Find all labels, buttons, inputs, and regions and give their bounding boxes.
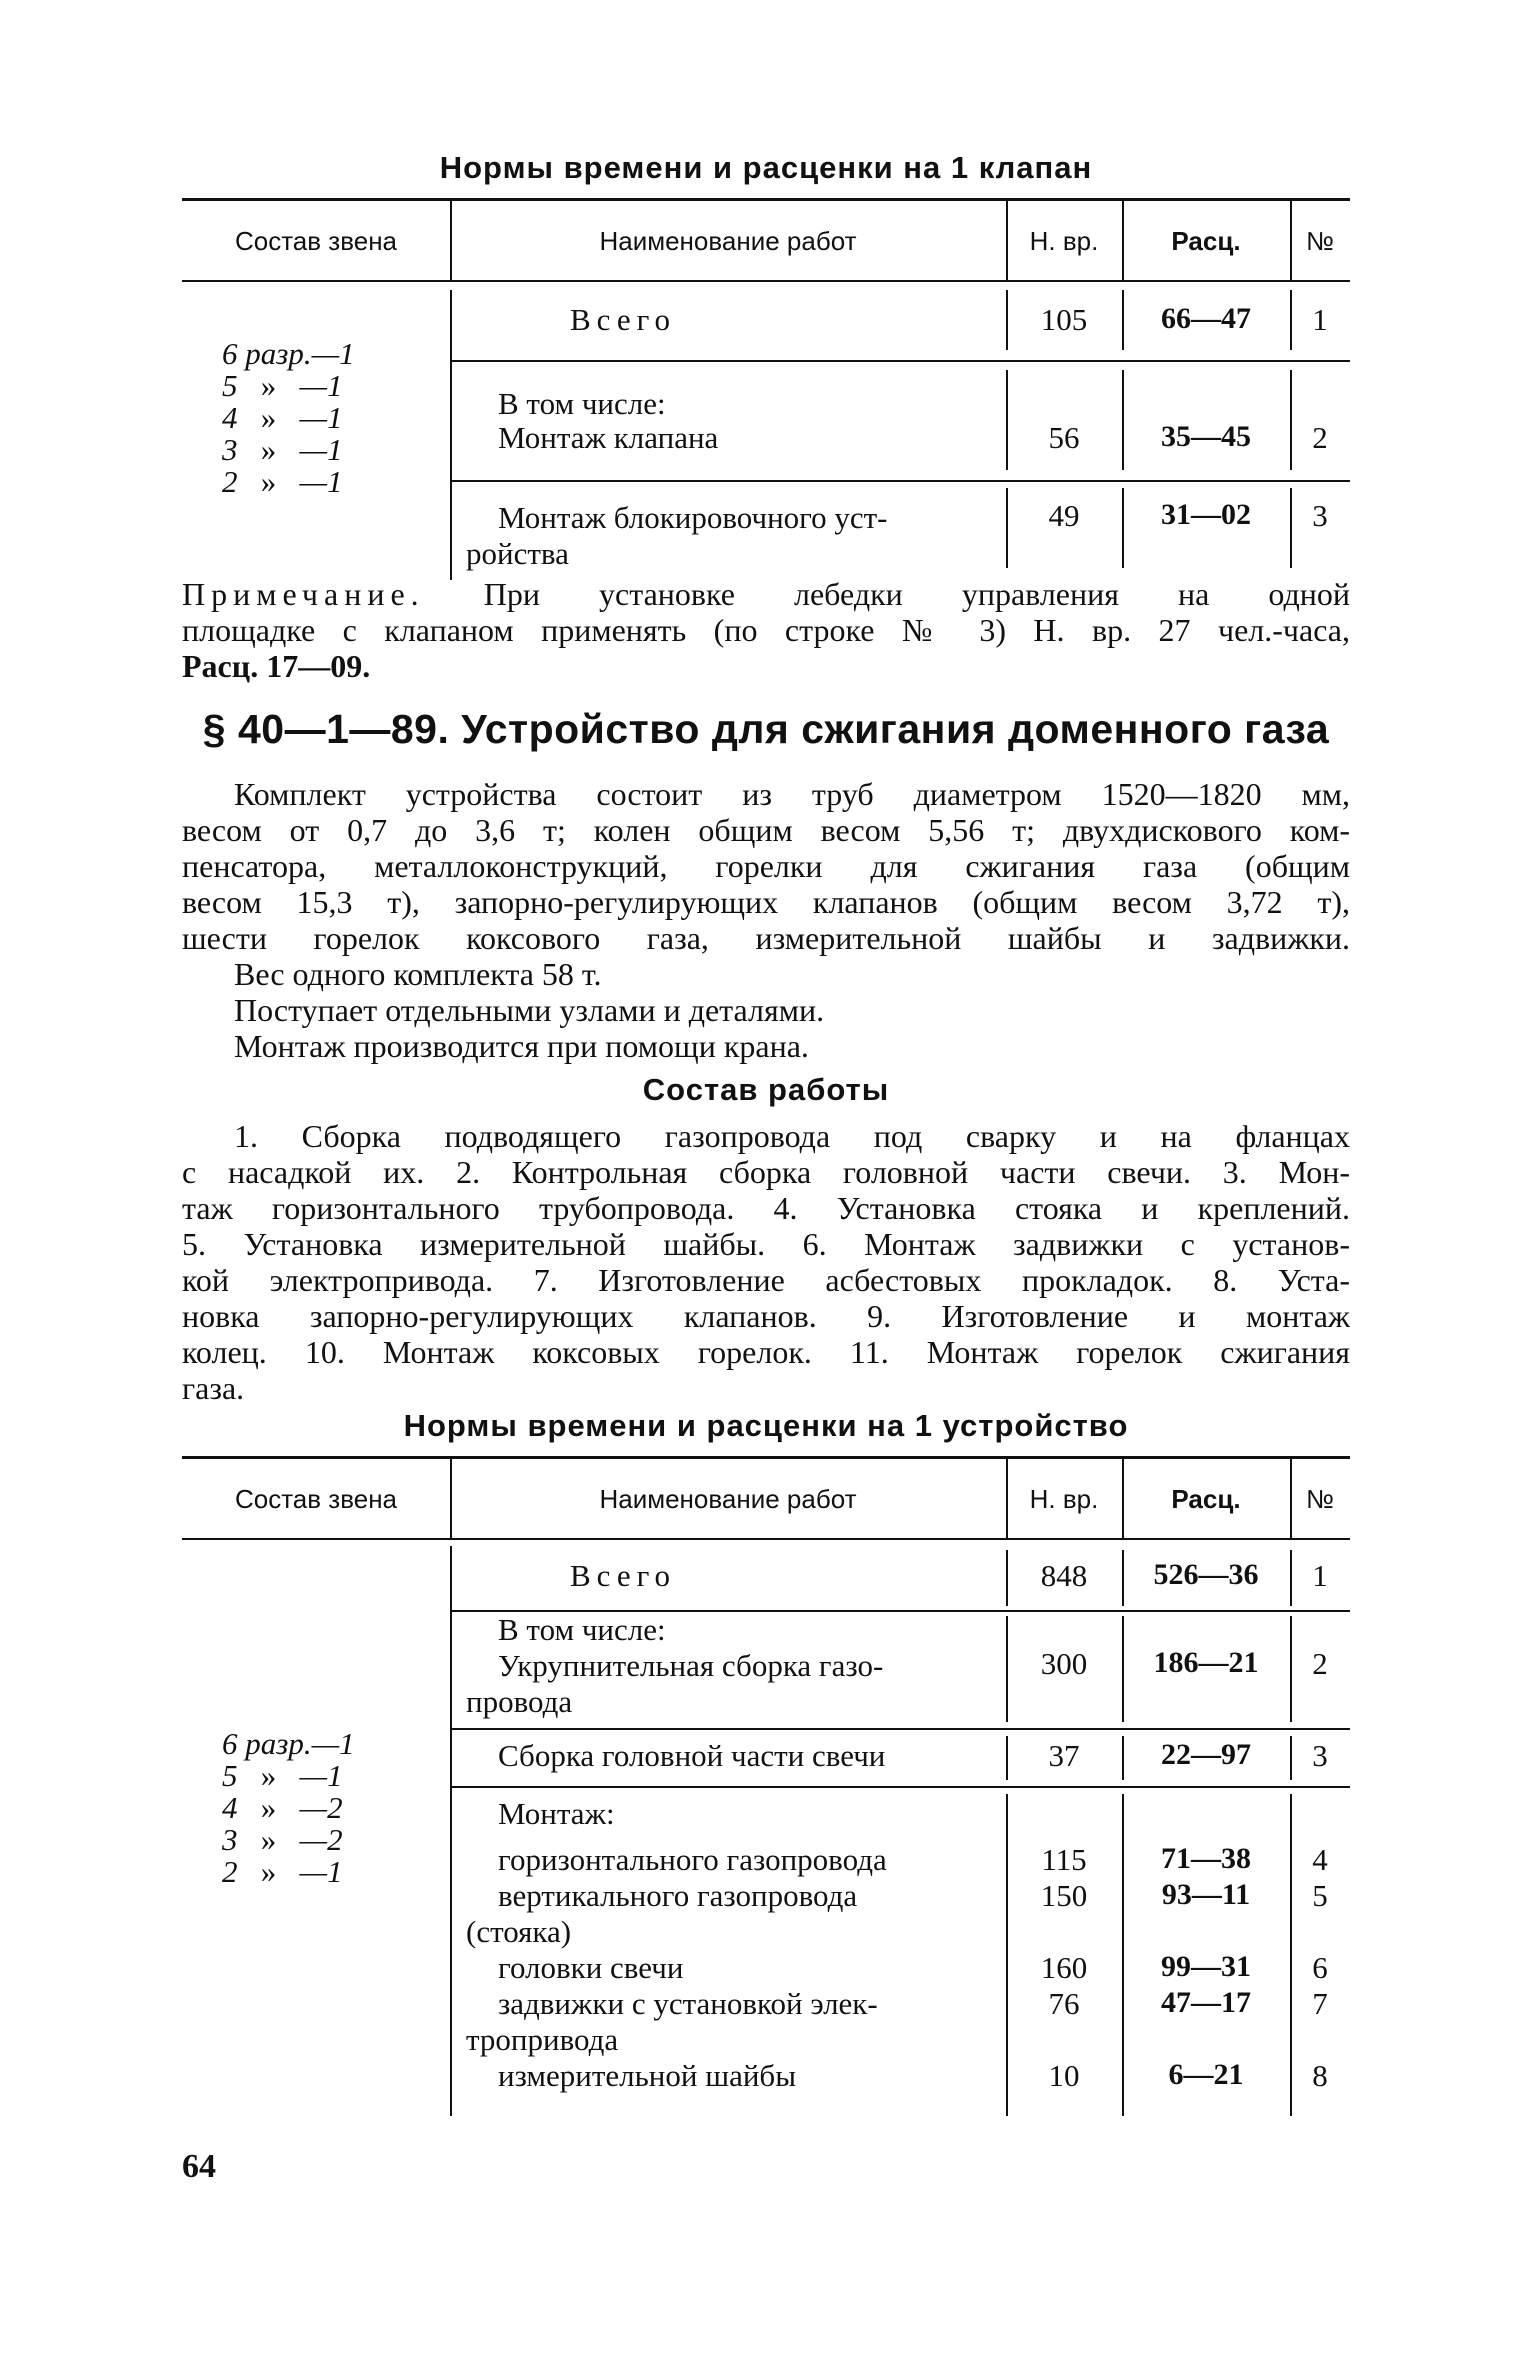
table2-row3-norm: 37 — [1048, 1738, 1080, 1773]
table1-header-crew: Состав звена — [234, 226, 398, 256]
table2-row2-rule — [450, 1728, 1350, 1730]
crew-count: —1 — [311, 1726, 355, 1761]
section-heading: § 40—1—89. Устройство для сжигания доменного газа — [202, 706, 1330, 752]
crew-grade: 2 — [222, 1854, 238, 1889]
table1-row1-no: 1 — [1312, 302, 1328, 337]
crew-count: —1 — [299, 400, 343, 435]
table2-row2-no: 2 — [1312, 1646, 1328, 1681]
crew-count: —1 — [299, 464, 343, 499]
work-line: с насадкой их. 2. Контрольная сборка головной части свечи. 3. Мон- — [182, 1154, 1350, 1190]
work-composition — [182, 1118, 1350, 1406]
crew-line — [222, 338, 442, 370]
table2-row4-prefix: Монтаж: — [498, 1796, 615, 1831]
table2-row7-norm: 76 — [1048, 1986, 1080, 2021]
crew-mark: » — [260, 368, 277, 403]
crew-mark: » — [260, 1790, 277, 1825]
crew-line — [222, 1824, 442, 1856]
table2-header-work: Наименование работ — [599, 1484, 857, 1514]
table2-crew-list — [222, 1728, 442, 1888]
table2-row1-work: Всего — [570, 1558, 677, 1593]
table2-row2-work-cont: провода — [466, 1684, 573, 1719]
table1-row1-work: Всего — [570, 302, 677, 337]
table2-row5-work: вертикального газопровода — [498, 1878, 858, 1913]
table2-row3-rate: 22—97 — [1161, 1738, 1251, 1771]
work-line: кой электропривода. 7. Изготовление асбестовых прокладок. 8. Уста- — [182, 1262, 1350, 1298]
crew-mark: » — [260, 400, 277, 435]
crew-mark: » — [260, 1854, 277, 1889]
table1-header-work: Наименование работ — [599, 226, 857, 256]
table2-row2-rate: 186—21 — [1153, 1646, 1259, 1679]
crew-grade: 3 — [222, 432, 238, 467]
crew-grade: 4 — [222, 1790, 238, 1825]
table1-row2-rate: 35—45 — [1161, 420, 1251, 453]
crew-count: —1 — [299, 432, 343, 467]
table2-row4-work: горизонтального газопровода — [498, 1842, 887, 1877]
crew-line — [222, 466, 442, 498]
table1-row3-norm: 49 — [1048, 498, 1080, 533]
table2-row5-work-cont: (стояка) — [466, 1914, 572, 1949]
table1-row2-prefix: В том числе: — [498, 386, 666, 421]
paragraph-line: шести горелок коксового газа, измерительной шайбы и задвижки. — [182, 920, 1350, 956]
table2-row4-norm: 115 — [1041, 1842, 1087, 1877]
table1-header-norm: Н. вр. — [1029, 226, 1099, 256]
table1-crew-list — [222, 338, 442, 498]
table2-row6-rate: 99—31 — [1161, 1950, 1251, 1983]
table2-row8-rate: 6—21 — [1168, 2058, 1244, 2091]
section-paragraph — [182, 776, 1350, 1064]
weight-line: Вес одного комплекта 58 т. — [234, 956, 602, 992]
crew-mark: » — [260, 1822, 277, 1857]
table1-row3-rate: 31—02 — [1161, 498, 1251, 531]
table2-row2-prefix: В том числе: — [498, 1612, 666, 1647]
table2-row3-work: Сборка головной части свечи — [498, 1738, 886, 1773]
crew-grade: 6 разр. — [222, 336, 312, 371]
table1-title: Нормы времени и расценки на 1 клапан — [439, 150, 1093, 185]
crew-mark: » — [260, 432, 277, 467]
table2-row8-work: измерительной шайбы — [498, 2058, 797, 2093]
table2-row4-rate: 71—38 — [1161, 1842, 1251, 1875]
table2-title: Нормы времени и расценки на 1 устройство — [403, 1408, 1129, 1443]
table2-header-rate: Расц. — [1171, 1484, 1241, 1514]
work-line: 1. Сборка подводящего газопровода под сварку и на фланцах — [234, 1118, 1350, 1154]
table2-row5-rate: 93—11 — [1161, 1878, 1251, 1911]
crew-line — [222, 402, 442, 434]
table2-row3-rule — [450, 1786, 1350, 1788]
table1-body-vline-crew — [450, 290, 452, 580]
table1-row3-work-cont: ройства — [466, 536, 569, 571]
crew-grade: 4 — [222, 400, 238, 435]
paragraph-line: весом от 0,7 до 3,6 т; колен общим весом 5,56 т; двухдискового ком- — [182, 812, 1350, 848]
table2-row2-norm: 300 — [1040, 1646, 1088, 1681]
work-line: колец. 10. Монтаж коксовых горелок. 11. Монтаж горелок сжигания — [182, 1334, 1350, 1370]
table2-row7-no: 7 — [1312, 1986, 1328, 2021]
table2-row6-norm: 160 — [1040, 1950, 1088, 1985]
page-number: 64 — [182, 2148, 216, 2185]
crew-line — [222, 1856, 442, 1888]
crew-line — [222, 1728, 442, 1760]
crew-count: —1 — [299, 368, 343, 403]
table1-row3-no: 3 — [1312, 498, 1328, 533]
crew-count: —1 — [299, 1758, 343, 1793]
work-line: 5. Установка измерительной шайбы. 6. Монтаж задвижки с установ- — [182, 1226, 1350, 1262]
crew-grade: 5 — [222, 368, 238, 403]
table1-row3-work: Монтаж блокировочного уст- — [498, 500, 888, 535]
crew-line — [222, 370, 442, 402]
note-line: Расц. 17—09. — [182, 648, 371, 684]
crew-count: —2 — [299, 1790, 343, 1825]
table2-row6-work: головки свечи — [498, 1950, 684, 1985]
crew-count: —2 — [299, 1822, 343, 1857]
note — [182, 576, 1350, 684]
note-text: При установке лебедки управления на одной — [483, 576, 1351, 612]
table2-header-crew: Состав звена — [234, 1484, 398, 1514]
table1-top-rule — [182, 198, 1350, 201]
crew-grade: 5 — [222, 1758, 238, 1793]
table2-row4-no: 4 — [1312, 1842, 1328, 1877]
table2-row5-no: 5 — [1312, 1878, 1328, 1913]
table2-row7-work-cont: тропривода — [466, 2022, 619, 2057]
crew-mark: » — [260, 464, 277, 499]
delivery-line: Поступает отдельными узлами и деталями. — [234, 992, 825, 1028]
work-line: газа. — [182, 1370, 245, 1406]
table2-row3-no: 3 — [1312, 1738, 1328, 1773]
table2-row1-no: 1 — [1312, 1558, 1328, 1593]
table2-row8-no: 8 — [1312, 2058, 1328, 2093]
table2-header-norm: Н. вр. — [1029, 1484, 1099, 1514]
table1-header-rule — [182, 280, 1350, 282]
crew-line — [222, 1760, 442, 1792]
table2-row1-norm: 848 — [1040, 1558, 1088, 1593]
table2-top-rule — [182, 1456, 1350, 1459]
table2-row8-norm: 10 — [1048, 2058, 1080, 2093]
table1-row1-rate: 66—47 — [1161, 302, 1251, 335]
crane-line: Монтаж производится при помощи крана. — [234, 1028, 809, 1064]
table2-row5-norm: 150 — [1040, 1878, 1088, 1913]
paragraph-line: пенсатора, металлоконструкций, горелки для сжигания газа (общим — [182, 848, 1350, 884]
table1-row1-rule — [450, 360, 1350, 362]
note-line — [182, 576, 1350, 612]
note-line: площадке с клапаном применять (по строке № 3) Н. вр. 27 чел.-часа, — [182, 612, 1350, 648]
table1-row2-no: 2 — [1312, 420, 1328, 455]
crew-count: —1 — [299, 1854, 343, 1889]
crew-line — [222, 434, 442, 466]
table2-row2-work: Укрупнительная сборка газо- — [498, 1648, 884, 1683]
crew-mark: » — [260, 1758, 277, 1793]
table2-header-rule — [182, 1538, 1350, 1540]
table2-row7-rate: 47—17 — [1161, 1986, 1251, 2019]
table1-row1-norm: 105 — [1040, 302, 1088, 337]
table1-header-rate: Расц. — [1171, 226, 1241, 256]
table2-row7-work: задвижки с установкой элек- — [498, 1986, 878, 2021]
table1-row2-rule — [450, 480, 1350, 482]
crew-grade: 6 разр. — [222, 1726, 312, 1761]
paragraph-line: весом 15,3 т), запорно-регулирующих клапанов (общим весом 3,72 т), — [182, 884, 1350, 920]
crew-line — [222, 1792, 442, 1824]
crew-count: —1 — [311, 336, 355, 371]
work-line: новка запорно-регулирующих клапанов. 9. Изготовление и монтаж — [182, 1298, 1350, 1334]
work-composition-title: Состав работы — [642, 1072, 890, 1107]
table2-body-vline-crew — [450, 1546, 452, 2116]
paragraph-line: Комплект устройства состоит из труб диаметром 1520—1820 мм, — [234, 776, 1350, 812]
work-line: таж горизонтального трубопровода. 4. Установка стояка и креплений. — [182, 1190, 1350, 1226]
table1-row2-work: Монтаж клапана — [498, 420, 719, 455]
crew-grade: 3 — [222, 1822, 238, 1857]
table1-header-no: № — [1306, 226, 1334, 256]
crew-grade: 2 — [222, 464, 238, 499]
table2-header-no: № — [1306, 1484, 1334, 1514]
table2-row6-no: 6 — [1312, 1950, 1328, 1985]
note-label: Примечание. — [182, 576, 425, 612]
table1-row2-norm: 56 — [1048, 420, 1080, 455]
table2-row1-rate: 526—36 — [1153, 1558, 1259, 1591]
